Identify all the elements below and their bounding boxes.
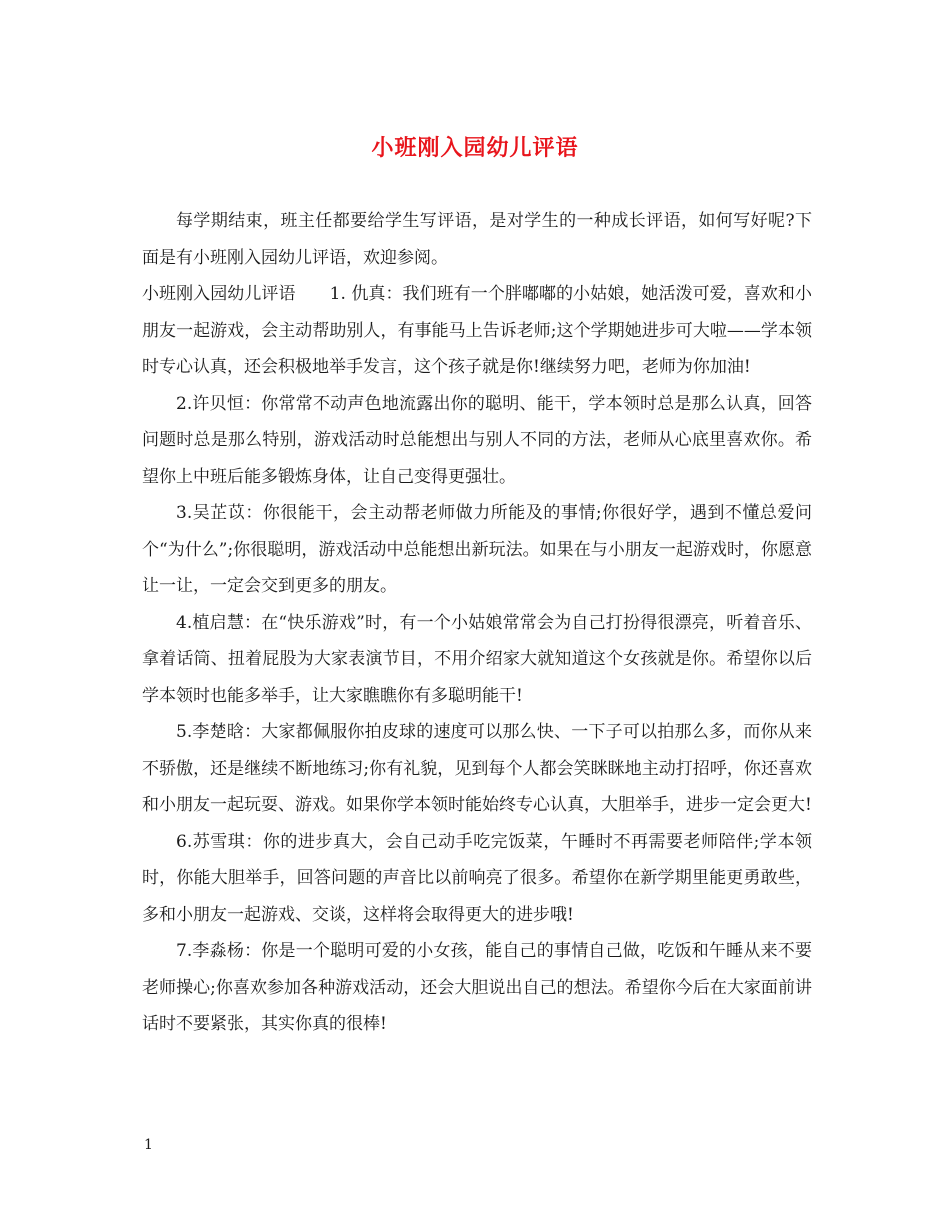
document-title: 小班刚入园幼儿评语 (371, 135, 579, 161)
paragraph-comment-4: 4.植启慧：在“快乐游戏”时，有一个小姑娘常常会为自己打扮得很漂亮，听着音乐、拿着话筒、扭着屁股为大家表演节目，不用介绍家大就知道这个女孩就是你。希望你以后学本领时也能多举手，让大家瞧瞧你有多聪明能干! (142, 612, 812, 706)
document-body (142, 203, 812, 1043)
paragraph-comment-5: 5.李楚晗：大家都佩服你拍皮球的速度可以那么快、一下子可以拍那么多，而你从来不骄傲，还是继续不断地练习;你有礼貌，见到每个人都会笑眯眯地主动打招呼，你还喜欢和小朋友一起玩耍、游戏。如果你学本领时能始终专心认真，大胆举手，进步一定会更大! (142, 722, 812, 815)
paragraph-intro: 每学期结束，班主任都要给学生写评语，是对学生的一种成长评语，如何写好呢?下面是有小班刚入园幼儿评语，欢迎参阅。 (142, 211, 812, 268)
paragraph-comment-6: 6.苏雪琪：你的进步真大，会自己动手吃完饭菜，午睡时不再需要老师陪伴;学本领时，你能大胆举手，回答问题的声音比以前响亮了很多。希望你在新学期里能更勇敢些，多和小朋友一起游戏、交谈，这样将会取得更大的进步哦! (142, 831, 812, 925)
page-number: 1 (144, 1137, 153, 1153)
paragraph-comment-1: 小班刚入园幼儿评语 1. 仇真：我们班有一个胖嘟嘟的小姑娘，她活泼可爱，喜欢和小朋友一起游戏，会主动帮助别人，有事能马上告诉老师;这个学期她进步可大啦——学本领时专心认真，还会积极地举手发言，这个孩子就是你!继续努力吧，老师为你加油! (142, 284, 812, 377)
paragraph-comment-3: 3.吴芷苡：你很能干，会主动帮老师做力所能及的事情;你很好学，遇到不懂总爱问个“为什么”;你很聪明，游戏活动中总能想出新玩法。如果在与小朋友一起游戏时，你愿意让一让，一定会交到更多的朋友。 (142, 503, 812, 596)
paragraph-comment-2: 2.许贝恒：你常常不动声色地流露出你的聪明、能干，学本领时总是那么认真，回答问题时总是那么特别，游戏活动时总能想出与别人不同的方法，老师从心底里喜欢你。希望你上中班后能多锻炼身体，让自己变得更强壮。 (142, 393, 812, 487)
paragraph-comment-7: 7.李淼杨：你是一个聪明可爱的小女孩，能自己的事情自己做，吃饭和午睡从来不要老师操心;你喜欢参加各种游戏活动，还会大胆说出自己的想法。希望你今后在大家面前讲话时不要紧张，其实你真的很棒! (142, 941, 812, 1034)
